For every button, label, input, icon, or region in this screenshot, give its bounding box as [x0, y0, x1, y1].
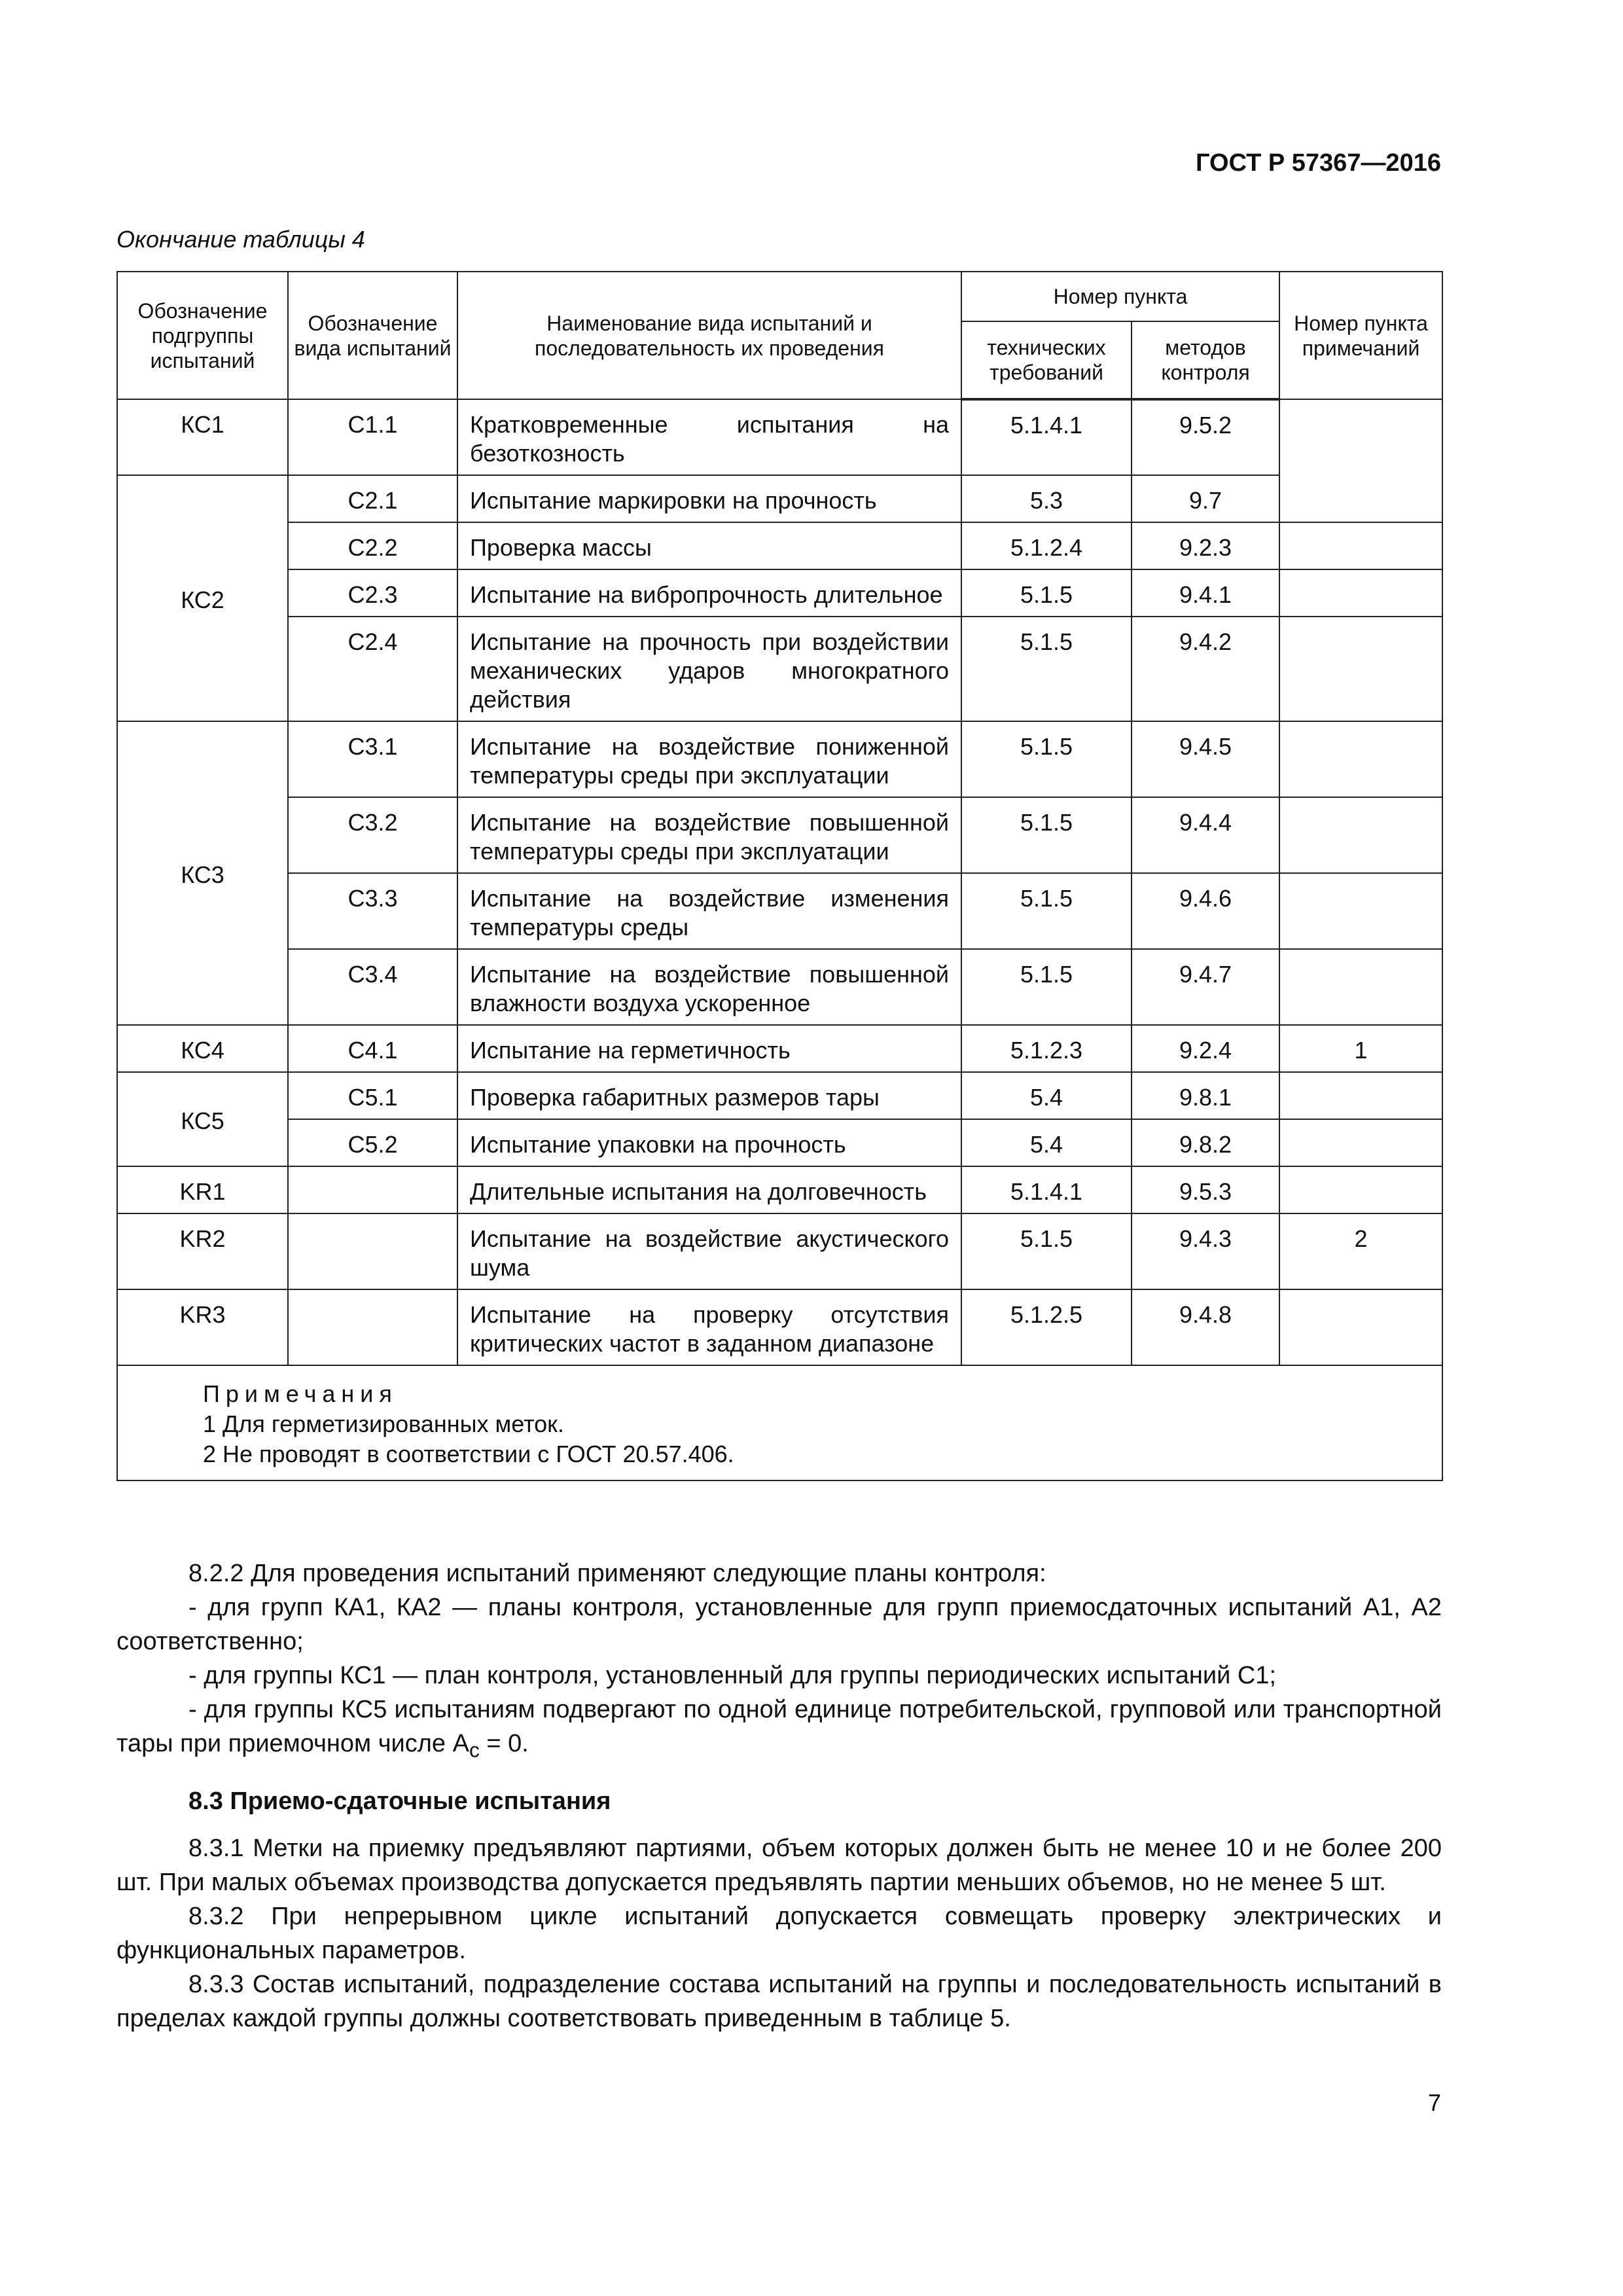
note-cell — [1279, 399, 1442, 522]
name-cell: Длительные испытания на долговечность — [457, 1166, 961, 1213]
note-cell — [1279, 949, 1442, 1025]
name-cell: Испытание маркировки на прочность — [457, 475, 961, 522]
header-name: Наименование вида испытаний и последовательность их проведения — [457, 272, 961, 399]
subscript: с — [469, 1738, 480, 1762]
type-cell — [288, 1166, 457, 1213]
note-cell — [1279, 522, 1442, 569]
name-cell: Испытание упаковки на прочность — [457, 1119, 961, 1166]
subgroup-cell: КС5 — [117, 1072, 288, 1166]
header-note: Номер пункта примечаний — [1279, 272, 1442, 399]
note-cell — [1279, 873, 1442, 949]
table-row — [117, 721, 1442, 797]
body-text — [116, 1556, 1442, 2036]
name-cell: Испытание на воздействие пониженной температуры среды при эксплуатации — [457, 721, 961, 797]
header-clause-group: Номер пункта — [961, 272, 1279, 321]
type-cell: С3.3 — [288, 873, 457, 949]
subgroup-cell: КС3 — [117, 721, 288, 1025]
method-cell: 9.4.3 — [1132, 1213, 1279, 1289]
subgroup-cell: KR3 — [117, 1289, 288, 1365]
table-row — [117, 797, 1442, 873]
table-row — [117, 617, 1442, 721]
tech-cell: 5.1.5 — [961, 873, 1132, 949]
method-cell: 9.8.2 — [1132, 1119, 1279, 1166]
type-cell: С4.1 — [288, 1025, 457, 1072]
type-cell: С2.3 — [288, 569, 457, 617]
method-cell: 9.5.2 — [1132, 399, 1279, 475]
tech-cell: 5.1.5 — [961, 797, 1132, 873]
subgroup-cell: КС1 — [117, 399, 288, 475]
method-cell: 9.4.1 — [1132, 569, 1279, 617]
paragraph: - для группы КС1 — план контроля, установленный для группы периодических испытаний С1; — [188, 1662, 1277, 1689]
note-cell — [1279, 617, 1442, 721]
table-row — [117, 949, 1442, 1025]
header-subgroup: Обозначение подгруппы испытаний — [117, 272, 288, 399]
header-tech: технических требований — [961, 321, 1132, 399]
table-row — [117, 873, 1442, 949]
table-row — [117, 1119, 1442, 1166]
note-cell: 1 — [1279, 1025, 1442, 1072]
paragraph: - для групп КА1, КА2 — планы контроля, установленные для групп приемосдаточных испытаний А1, А2 соответственно; — [116, 1594, 1442, 1655]
note-item: 1 Для герметизированных меток. — [203, 1410, 564, 1437]
tech-cell: 5.4 — [961, 1119, 1132, 1166]
paragraph: 8.2.2 Для проведения испытаний применяют следующие планы контроля: — [188, 1560, 1046, 1587]
note-cell — [1279, 721, 1442, 797]
type-cell: С3.4 — [288, 949, 457, 1025]
type-cell — [288, 1213, 457, 1289]
method-cell: 9.2.3 — [1132, 522, 1279, 569]
type-cell: С2.4 — [288, 617, 457, 721]
paragraph-text: - для группы КС5 испытаниям подвергают по одной единице потребительской, групповой или транспортной тары при приемочном числе А — [116, 1696, 1442, 1757]
section-heading: 8.3 Приемо-сдаточные испытания — [188, 1787, 611, 1815]
table-row — [117, 1072, 1442, 1119]
tech-cell: 5.1.5 — [961, 949, 1132, 1025]
table-row — [117, 1213, 1442, 1289]
type-cell: С5.1 — [288, 1072, 457, 1119]
note-cell — [1279, 1289, 1442, 1365]
name-cell: Испытание на воздействие изменения температуры среды — [457, 873, 961, 949]
type-cell — [288, 1289, 457, 1365]
type-cell: С1.1 — [288, 399, 457, 475]
method-cell: 9.7 — [1132, 475, 1279, 522]
note-cell — [1279, 1072, 1442, 1119]
method-cell: 9.4.7 — [1132, 949, 1279, 1025]
paragraph: 8.3.2 При непрерывном цикле испытаний допускается совмещать проверку электрических и функциональных параметров. — [116, 1902, 1442, 1964]
subgroup-cell: КС4 — [117, 1025, 288, 1072]
tech-cell: 5.3 — [961, 475, 1132, 522]
method-cell: 9.4.2 — [1132, 617, 1279, 721]
note-cell — [1279, 797, 1442, 873]
table-row — [117, 1289, 1442, 1365]
standard-designation: ГОСТ Р 57367—2016 — [1196, 149, 1441, 177]
note-cell — [1279, 569, 1442, 617]
table-row — [117, 475, 1442, 522]
paragraph: 8.3.3 Состав испытаний, подразделение состава испытаний на группы и последовательность испытаний в пределах каждой группы должны соответствовать приведенным в таблице 5. — [116, 1970, 1442, 2032]
method-cell: 9.4.8 — [1132, 1289, 1279, 1365]
page-number: 7 — [1427, 2089, 1441, 2116]
tech-cell: 5.1.4.1 — [961, 399, 1132, 475]
name-cell: Кратковременные испытания на безоткозность — [457, 399, 961, 475]
paragraph — [116, 1693, 1442, 1767]
type-cell: С5.2 — [288, 1119, 457, 1166]
header-type: Обозначение вида испытаний — [288, 272, 457, 399]
tech-cell: 5.1.4.1 — [961, 1166, 1132, 1213]
name-cell: Испытание на герметичность — [457, 1025, 961, 1072]
tech-cell: 5.1.5 — [961, 721, 1132, 797]
name-cell: Испытание на прочность при воздействии механических ударов многократного действия — [457, 617, 961, 721]
subgroup-cell: KR1 — [117, 1166, 288, 1213]
paragraph: 8.3.1 Метки на приемку предъявляют партиями, объем которых должен быть не менее 10 и не более 200 шт. При малых объемах производства допускается предъявлять партии меньших объемов, но не менее 5 шт. — [116, 1834, 1442, 1896]
table-row — [117, 569, 1442, 617]
tech-cell: 5.4 — [961, 1072, 1132, 1119]
table-row — [117, 399, 1442, 475]
name-cell: Испытание на воздействие повышенной влажности воздуха ускоренное — [457, 949, 961, 1025]
tech-cell: 5.1.2.4 — [961, 522, 1132, 569]
type-cell: С3.1 — [288, 721, 457, 797]
method-cell: 9.5.3 — [1132, 1166, 1279, 1213]
table-row — [117, 1025, 1442, 1072]
name-cell: Испытание на вибропрочность длительное — [457, 569, 961, 617]
note-cell — [1279, 1166, 1442, 1213]
note-cell — [1279, 1119, 1442, 1166]
type-cell: С2.1 — [288, 475, 457, 522]
tests-table — [116, 271, 1443, 1481]
notes-title: Примечания — [203, 1380, 398, 1407]
table-caption: Окончание таблицы 4 — [116, 226, 365, 253]
type-cell: С2.2 — [288, 522, 457, 569]
note-item: 2 Не проводят в соответствии с ГОСТ 20.57.406. — [203, 1441, 734, 1467]
paragraph-text-end: = 0. — [479, 1730, 529, 1757]
subgroup-cell: КС2 — [117, 475, 288, 721]
table-row — [117, 522, 1442, 569]
method-cell: 9.4.5 — [1132, 721, 1279, 797]
tech-cell: 5.1.2.3 — [961, 1025, 1132, 1072]
method-cell: 9.4.6 — [1132, 873, 1279, 949]
name-cell: Проверка габаритных размеров тары — [457, 1072, 961, 1119]
tech-cell: 5.1.5 — [961, 617, 1132, 721]
tech-cell: 5.1.5 — [961, 569, 1132, 617]
name-cell: Испытание на воздействие повышенной температуры среды при эксплуатации — [457, 797, 961, 873]
subgroup-cell: KR2 — [117, 1213, 288, 1289]
table-notes-row — [117, 1365, 1442, 1480]
header-method: методов контроля — [1132, 321, 1279, 399]
type-cell: С3.2 — [288, 797, 457, 873]
note-cell: 2 — [1279, 1213, 1442, 1289]
name-cell: Испытание на проверку отсутствия критических частот в заданном диапазоне — [457, 1289, 961, 1365]
name-cell: Проверка массы — [457, 522, 961, 569]
table-notes — [117, 1365, 1442, 1480]
method-cell: 9.2.4 — [1132, 1025, 1279, 1072]
method-cell: 9.4.4 — [1132, 797, 1279, 873]
tech-cell: 5.1.5 — [961, 1213, 1132, 1289]
method-cell: 9.8.1 — [1132, 1072, 1279, 1119]
table-row — [117, 1166, 1442, 1213]
name-cell: Испытание на воздействие акустического шума — [457, 1213, 961, 1289]
tech-cell: 5.1.2.5 — [961, 1289, 1132, 1365]
